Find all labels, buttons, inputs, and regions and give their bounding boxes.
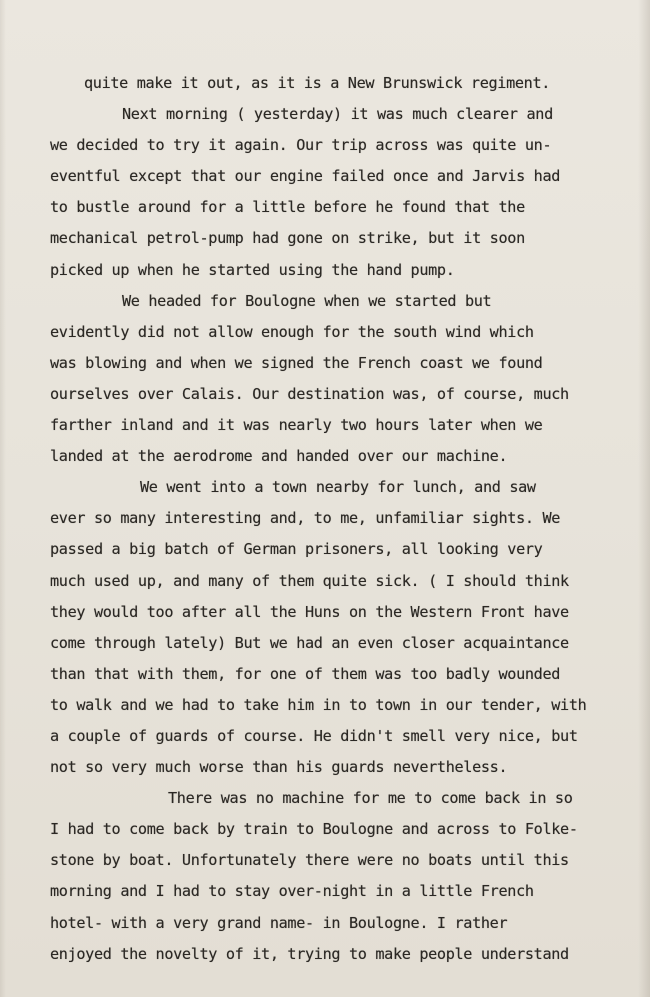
text-line: come through lately) But we had an even closer acquaintance (50, 633, 569, 652)
text-line: picked up when he started using the hand pump. (50, 260, 455, 279)
text-line: I had to come back by train to Boulogne and across to Folke- (50, 820, 578, 839)
text-line: not so very much worse than his guards nevertheless. (50, 758, 508, 777)
text-line: we decided to try it again. Our trip across was quite un- (50, 136, 552, 155)
text-line: quite make it out, as it is a New Brunswick regiment. (84, 74, 551, 92)
text-line: farther inland and it was nearly two hours later when we (50, 416, 543, 435)
paper-left-edge (0, 0, 6, 997)
text-line: landed at the aerodrome and handed over our machine. (50, 447, 508, 466)
text-line: hotel- with a very grand name- in Boulogne. I rather (50, 913, 508, 932)
text-line: Next morning ( yesterday) it was much clearer and (122, 105, 553, 124)
text-line: much used up, and many of them quite sick. ( I should think (50, 571, 569, 590)
text-line: was blowing and when we signed the French coast we found (50, 353, 543, 372)
text-line: mechanical petrol-pump had gone on strike, but it soon (50, 229, 525, 248)
text-line: to walk and we had to take him in to town in our tender, with (50, 695, 587, 714)
text-line: passed a big batch of German prisoners, all looking very (50, 540, 543, 559)
text-line: evidently did not allow enough for the south wind which (50, 322, 534, 341)
text-line: to bustle around for a little before he found that the (50, 198, 525, 217)
letter-body (50, 68, 625, 970)
text-line: We went into a town nearby for lunch, and saw (140, 478, 536, 497)
text-line: ever so many interesting and, to me, unfamiliar sights. We (50, 509, 561, 528)
text-line: morning and I had to stay over-night in a little French (50, 882, 534, 901)
text-line: they would too after all the Huns on the Western Front have (50, 602, 569, 621)
text-line: a couple of guards of course. He didn't smell very nice, but (50, 726, 578, 745)
text-line: than that with them, for one of them was too badly wounded (50, 664, 561, 683)
text-line: There was no machine for me to come back in so (168, 789, 573, 808)
text-line: enjoyed the novelty of it, trying to make people understand (50, 944, 569, 963)
text-line: eventful except that our engine failed once and Jarvis had (50, 167, 561, 186)
text-line: ourselves over Calais. Our destination was, of course, much (50, 384, 569, 403)
paper-right-edge (638, 0, 650, 997)
text-line: stone by boat. Unfortunately there were no boats until this (50, 851, 569, 870)
text-line: We headed for Boulogne when we started but (122, 291, 492, 310)
